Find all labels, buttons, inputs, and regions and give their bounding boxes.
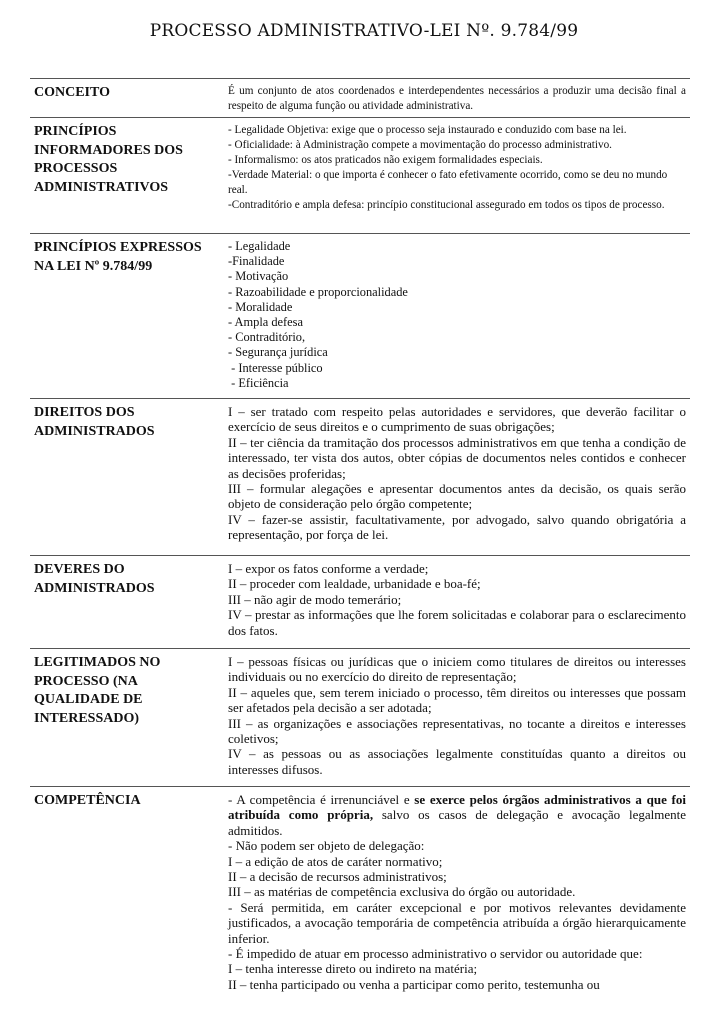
content-line: É um conjunto de atos coordenados e interdependentes necessários a produzir uma decisão final a respeito de alguma função ou atividade administrativa.: [228, 85, 686, 112]
content-line: II – tenha participado ou venha a participar como perito, testemunha ou: [228, 976, 600, 992]
row-label: CONCEITO: [34, 85, 110, 100]
list-item: - Contraditório,: [228, 330, 306, 345]
row-content: [228, 561, 686, 638]
row-content: [228, 792, 686, 992]
list-item: - Segurança jurídica: [228, 345, 328, 360]
content-line: -Verdade Material: o que importa é conhecer o fato efetivamente ocorrido, como se deu no mundo real.: [228, 169, 668, 196]
row-label: LEGITIMADOS NO PROCESSO (NA QUALIDADE DE INTERESSADO): [34, 655, 161, 726]
content-line: III – as organizações e associações representativas, no tocante a direitos e interesses coletivos;: [228, 715, 686, 747]
list-item: - Interesse público: [228, 360, 323, 375]
table-row-legitimados: [30, 648, 690, 784]
content-line: III – as matérias de competência exclusiva do órgão ou autoridade.: [228, 884, 576, 900]
table-row-competencia: [30, 786, 690, 1032]
content-line: I – a edição de atos de caráter normativo;: [228, 853, 443, 869]
list-item: - Moralidade: [228, 299, 293, 314]
content-line: - Informalismo: os atos praticados não exigem formalidades especiais.: [228, 154, 543, 166]
content-line: IV – prestar as informações que lhe forem solicitadas e colaborar para o esclarecimento dos fatos.: [228, 607, 686, 638]
content-line: II – aqueles que, sem terem iniciado o processo, têm direitos ou interesses que possam ser afetados pela decisão a ser adotada;: [228, 684, 686, 716]
content-line: III – não agir de modo temerário;: [228, 591, 402, 607]
page-title: PROCESSO ADMINISTRATIVO-LEI Nº. 9.784/99: [149, 21, 579, 41]
intro-text-end: salvo os casos de delegação e avocação legalmente admitidos.: [228, 807, 686, 838]
row-label: DEVERES DO ADMINISTRADOS: [34, 562, 155, 596]
content-line: I – ser tratado com respeito pelas autoridades e servidores, que deverão facilitar o exercício de seus direitos e o cumprimento de suas obrigações;: [228, 404, 686, 435]
row-label: COMPETÊNCIA: [34, 793, 141, 808]
content-line: - É impedido de atuar em processo administrativo o servidor ou autoridade que:: [228, 946, 643, 962]
list-item: - Ampla defesa: [228, 315, 304, 330]
table-row-direitos: [30, 398, 690, 553]
content-line: I – pessoas físicas ou jurídicas que o iniciem como titulares de direitos ou interesses individuais ou no exercício do direito de representação;: [228, 654, 686, 685]
content-line: - Oficialidade: à Administração compete a movimentação do processo administrativo.: [228, 139, 612, 151]
content-line: I – expor os fatos conforme a verdade;: [228, 561, 429, 576]
intro-text: - A competência é irrenunciável e: [228, 792, 415, 807]
content-line: [228, 792, 686, 838]
list-item: - Motivação: [228, 269, 289, 284]
content-line: III – formular alegações e apresentar documentos antes da decisão, os quais serão objeto de consideração pelo órgão competente;: [228, 481, 686, 512]
row-label: PRINCÍPIOS INFORMADORES DOS PROCESSOS ADMINISTRATIVOS: [34, 124, 183, 195]
content-line: IV – fazer-se assistir, facultativamente, por advogado, salvo quando obrigatória a representação, por força de lei.: [228, 511, 686, 543]
row-content: [228, 123, 686, 213]
list-item: - Legalidade: [228, 239, 291, 253]
table-row-principios-expressos: [30, 233, 690, 396]
list-item: -Finalidade: [228, 254, 285, 269]
list-item: - Razoabilidade e proporcionalidade: [228, 284, 408, 299]
row-content: [228, 654, 686, 777]
content-line: II – ter ciência da tramitação dos processos administrativos em que tenha a condição de interessado, ter vista dos autos, obter cópias de documentos neles contidos e conhecer as decisões proferidas;: [228, 434, 686, 481]
intro-bold-text: se exerce pelos órgãos administrativos a que foi atribuída como própria,: [228, 792, 686, 823]
content-line: - Legalidade Objetiva: exige que o processo seja instaurado e conduzido com base na lei.: [228, 124, 627, 136]
content-line: IV – as pessoas ou as associações legalmente constituídas quanto a direitos ou interesses difusos.: [228, 746, 686, 777]
row-content: [228, 84, 686, 114]
table-row-principios-informadores: [30, 117, 690, 233]
row-label: DIREITOS DOS ADMINISTRADOS: [34, 405, 155, 439]
row-content: [228, 404, 686, 543]
content-line: II – a decisão de recursos administrativos;: [228, 869, 447, 885]
row-content: [228, 239, 686, 391]
content-line: I – tenha interesse direto ou indireto na matéria;: [228, 961, 478, 977]
table-row-conceito: [30, 78, 690, 117]
list-item: - Eficiência: [228, 375, 289, 390]
table-row-deveres: [30, 555, 690, 644]
content-line: -Contraditório e ampla defesa: princípio constitucional assegurado em todos os tipos de processo.: [228, 199, 665, 211]
row-label: PRINCÍPIOS EXPRESSOS NA LEI Nº 9.784/99: [34, 240, 202, 274]
content-line: - Não podem ser objeto de delegação:: [228, 838, 425, 854]
content-line: - Será permitida, em caráter excepcional e por motivos relevantes devidamente justificados, a avocação temporária de competência atribuída a órgão hierarquicamente inferior.: [228, 899, 686, 946]
content-line: II – proceder com lealdade, urbanidade e boa-fé;: [228, 576, 481, 592]
